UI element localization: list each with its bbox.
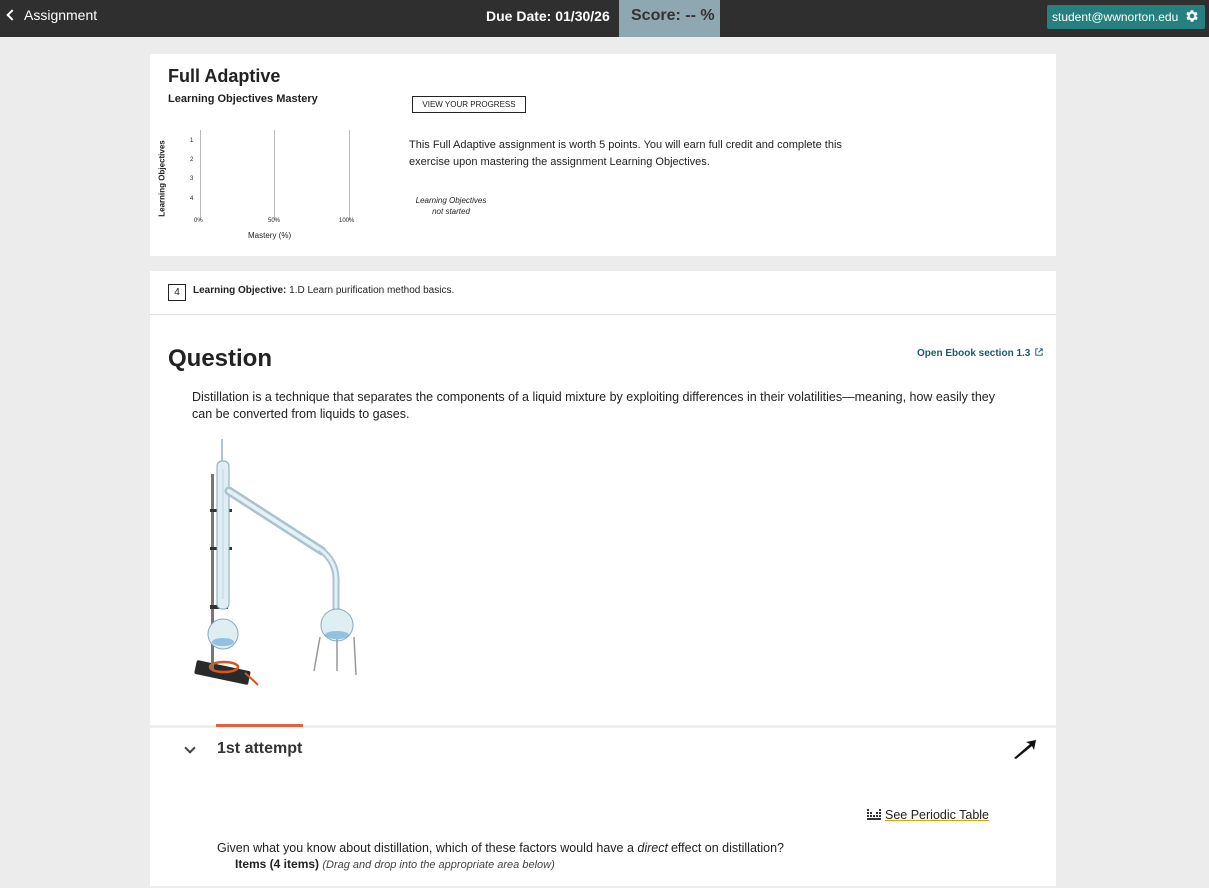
chart-y-label: Learning Objectives [157, 140, 167, 217]
see-periodic-table-link[interactable] [867, 808, 989, 822]
objective-description: 1.D Learn purification method basics. [289, 285, 455, 296]
mastery-chart [157, 124, 364, 244]
external-link-icon [1035, 348, 1043, 356]
objective-label: Learning Objective: [193, 285, 287, 296]
chevron-left-icon [6, 9, 17, 20]
due-date: Due Date: 01/30/26 [486, 8, 610, 24]
chart-x-tick: 50% [268, 218, 281, 224]
chart-y-tick: 3 [190, 176, 194, 182]
assignment-title: Full Adaptive [168, 66, 281, 86]
chart-x-label: Mastery (%) [248, 231, 292, 240]
user-email: student@wwnorton.edu [1052, 10, 1179, 24]
open-ebook-link[interactable] [917, 348, 1043, 359]
status-line-2: not started [432, 207, 470, 216]
user-menu-button[interactable] [1047, 5, 1205, 29]
question-card [150, 271, 1056, 886]
collapse-arrow-icon[interactable] [1012, 738, 1040, 760]
items-count-label: Items (4 items) [235, 857, 320, 871]
items-hint: (Drag and drop into the appropriate area below) [322, 859, 555, 871]
assignment-description: This Full Adaptive assignment is worth 5 points. You will earn full credit and complete this exercise upon mastering the assignment Learning Objectives. [409, 139, 842, 168]
top-bar [0, 0, 1209, 37]
chart-x-tick: 100% [339, 218, 355, 224]
chevron-down-icon[interactable] [184, 742, 195, 753]
drag-items-header [235, 857, 555, 871]
learning-objective-row [150, 271, 1056, 315]
attempt-tab-accent [216, 724, 303, 727]
back-label: Assignment [24, 7, 98, 23]
score-display: Score: -- % [619, 0, 720, 37]
prompt-before: Given what you know about distillation, which of these factors would have a [217, 841, 634, 855]
periodic-table-icon [867, 809, 881, 821]
chart-x-tick: 0% [194, 218, 203, 224]
prompt-emphasis: direct [637, 841, 668, 855]
prompt-after: effect on distillation? [670, 841, 785, 855]
question-prompt [217, 841, 784, 855]
attempt-title[interactable]: 1st attempt [217, 740, 303, 757]
mastery-subtitle: Learning Objectives Mastery [168, 93, 318, 105]
assignment-summary-card [150, 54, 1056, 256]
chart-y-tick: 1 [190, 138, 194, 144]
periodic-table-label: See Periodic Table [885, 808, 990, 822]
chart-gridline-50 [274, 130, 275, 220]
chart-y-tick: 4 [190, 196, 194, 202]
objectives-status [409, 195, 493, 217]
ebook-link-label: Open Ebook section 1.3 [917, 348, 1031, 359]
question-body: Distillation is a technique that separates the components of a liquid mixture by exploiting differences in their volatilities—meaning, how easily they can be converted from liquids to gases. [192, 390, 995, 421]
status-line-1: Learning Objectives [415, 196, 487, 205]
view-progress-button[interactable]: VIEW YOUR PROGRESS [412, 96, 526, 113]
chart-gridline-0 [200, 130, 201, 220]
gear-icon [1184, 8, 1200, 24]
chart-y-tick: 2 [190, 157, 194, 163]
back-to-assignment-link[interactable] [4, 7, 97, 23]
objective-number-badge: 4 [168, 284, 186, 301]
distillation-apparatus-image [190, 439, 365, 691]
learning-objective-text [193, 285, 454, 296]
chart-gridline-100 [349, 130, 350, 220]
question-heading: Question [168, 345, 273, 372]
